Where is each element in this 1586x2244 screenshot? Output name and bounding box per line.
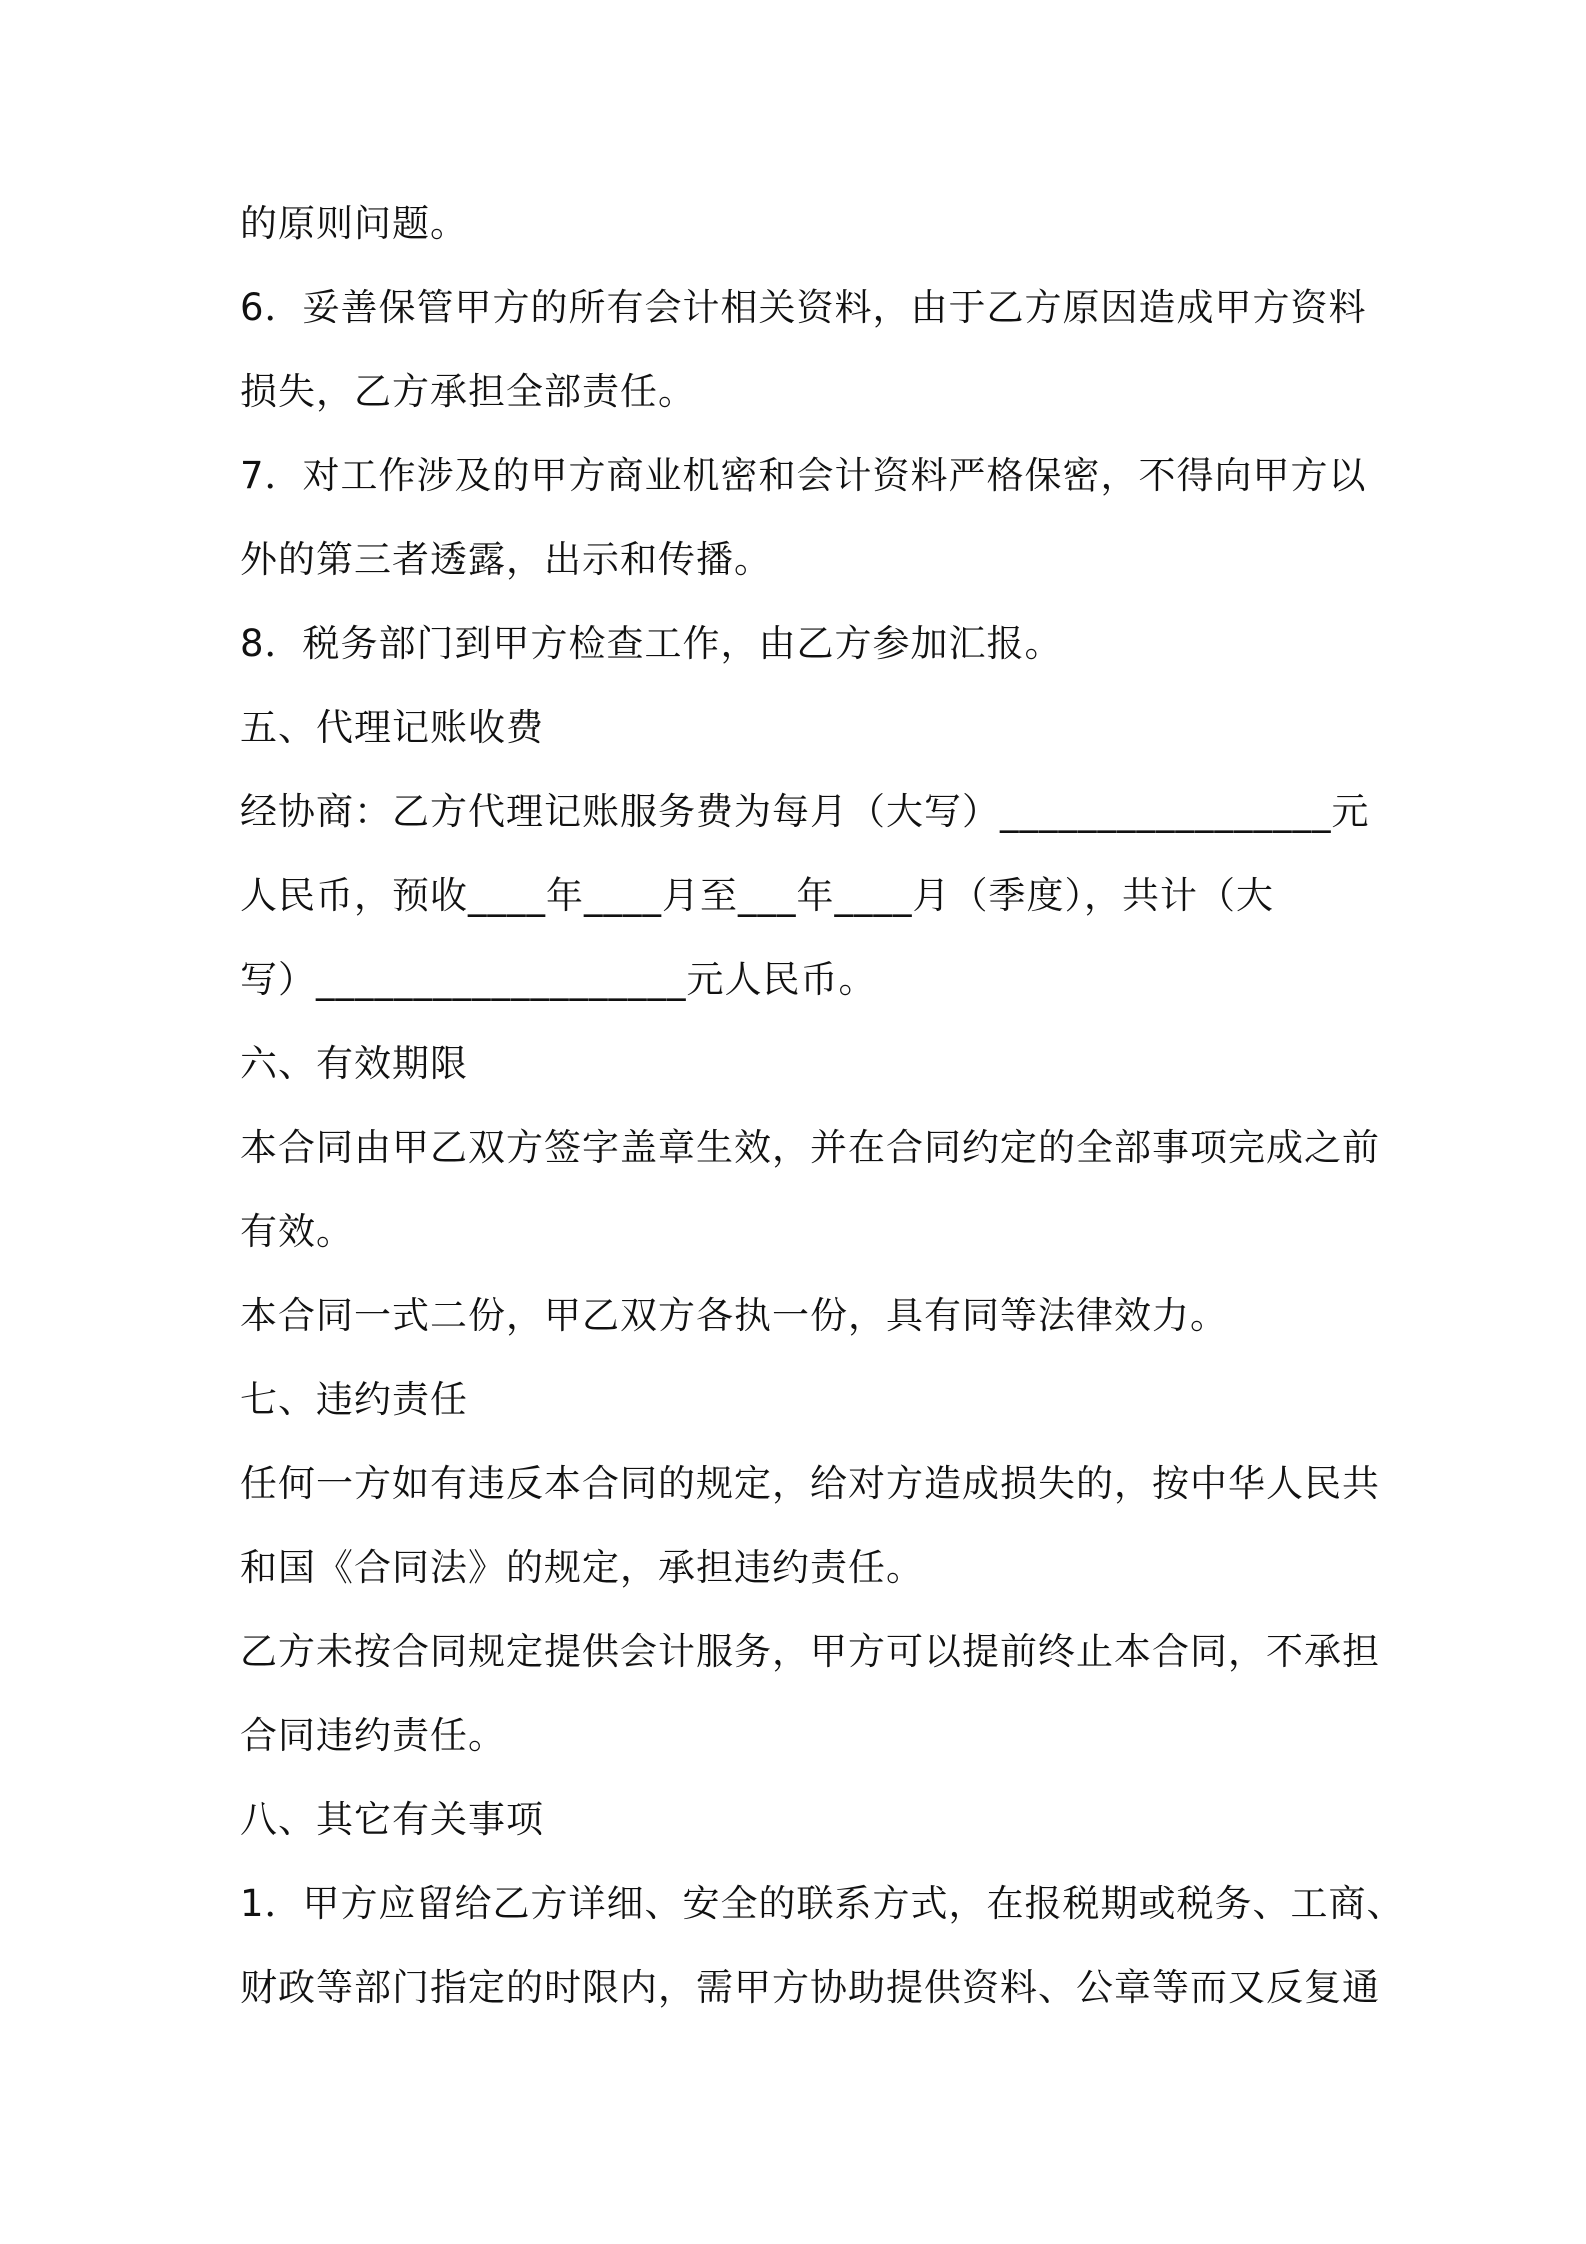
paragraph-line: 1．甲方应留给乙方详细、安全的联系方式，在报税期或税务、工商、 [240,1882,1405,1925]
paragraph-line: 合同违约责任。 [240,1714,506,1757]
paragraph-line: 8．税务部门到甲方检查工作，由乙方参加汇报。 [240,622,1063,665]
section-heading: 七、违约责任 [240,1378,468,1421]
section-heading: 六、有效期限 [240,1042,468,1085]
paragraph-line: 外的第三者透露，出示和传播。 [240,538,772,581]
paragraph-line: 有效。 [240,1210,354,1253]
paragraph-line: 和国《合同法》的规定，承担违约责任。 [240,1546,924,1589]
paragraph-line: 经协商：乙方代理记账服务费为每月（大写）_________________元 [240,790,1370,833]
paragraph-line: 6．妥善保管甲方的所有会计相关资料，由于乙方原因造成甲方资料 [240,286,1367,329]
paragraph-line: 任何一方如有违反本合同的规定，给对方造成损失的，按中华人民共 [240,1462,1380,1505]
section-heading: 八、其它有关事项 [240,1798,544,1841]
paragraph-line: 7．对工作涉及的甲方商业机密和会计资料严格保密，不得向甲方以 [240,454,1367,497]
paragraph-line: 写）___________________元人民币。 [240,958,877,1001]
paragraph-line: 本合同由甲乙双方签字盖章生效，并在合同约定的全部事项完成之前 [240,1126,1380,1169]
paragraph-line: 人民币，预收____年____月至___年____月（季度），共计（大 [240,874,1274,917]
paragraph-line: 的原则问题。 [240,202,468,245]
section-heading: 五、代理记账收费 [240,706,544,749]
paragraph-line: 财政等部门指定的时限内，需甲方协助提供资料、公章等而又反复通 [240,1966,1380,2009]
paragraph-line: 损失，乙方承担全部责任。 [240,370,696,413]
paragraph-line: 乙方未按合同规定提供会计服务，甲方可以提前终止本合同，不承担 [240,1630,1380,1673]
paragraph-line: 本合同一式二份，甲乙双方各执一份，具有同等法律效力。 [240,1294,1228,1337]
